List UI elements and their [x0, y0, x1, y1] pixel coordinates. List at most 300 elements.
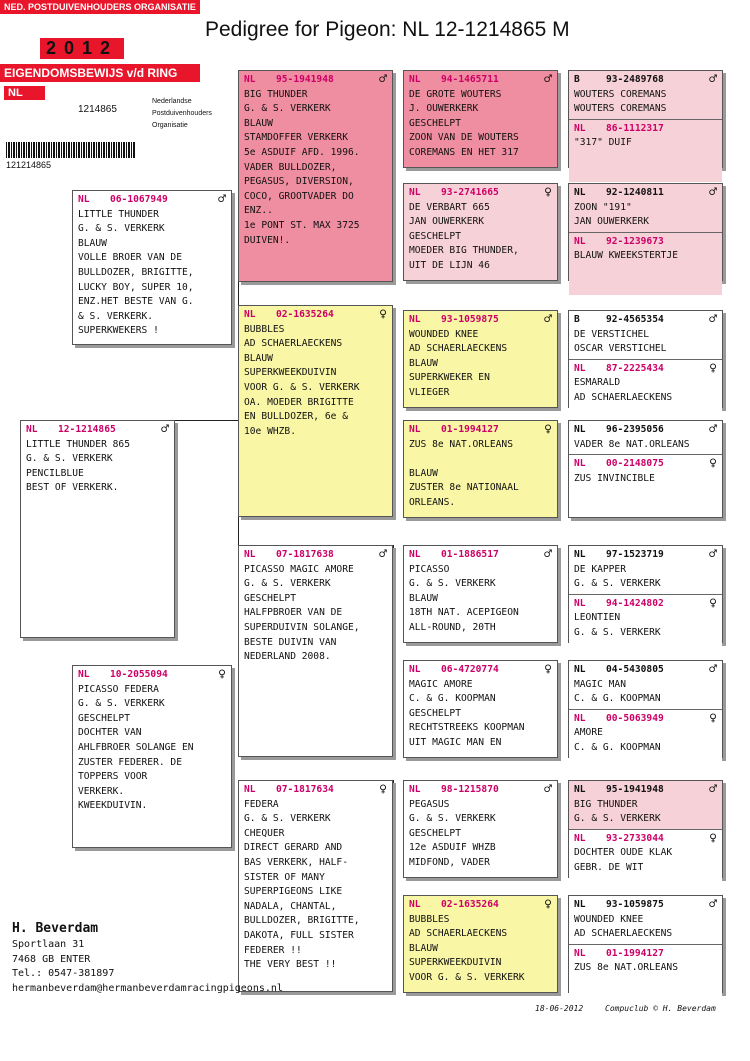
female-icon: ♀ — [709, 596, 717, 612]
pigeon-detail-line: G. & S. VERKERK — [574, 813, 661, 825]
pigeon-detail-line: WOUNDED KNEE — [409, 328, 479, 340]
pigeon-detail-line: MAGIC AMORE — [409, 678, 473, 690]
country-code: NL — [574, 832, 586, 844]
country-code: B — [574, 314, 580, 325]
ancestor-header — [574, 597, 717, 612]
pigeon-detail-line: UIT DE LIJN 46 — [409, 259, 490, 271]
pigeon-detail-line: DUIVEN!. — [244, 234, 291, 246]
country-code: NL — [574, 664, 586, 675]
pigeon-detail-line: BLAUW — [244, 352, 273, 364]
male-icon: ♂ — [379, 547, 387, 563]
pigeon-card-header — [244, 783, 387, 798]
country-code: NL — [574, 784, 586, 795]
female-icon: ♀ — [544, 185, 552, 201]
ancestor-lower — [569, 454, 722, 517]
male-icon: ♂ — [709, 897, 717, 913]
ancestor-header — [574, 235, 717, 250]
pigeon-detail-line: GESCHELPT — [409, 117, 461, 129]
ring-year: 2012 — [40, 38, 124, 59]
pigeon-card-dss[interactable] — [403, 545, 558, 643]
ring-number: 86-1112317 — [606, 122, 664, 134]
pigeon-card-sd[interactable] — [238, 305, 393, 517]
ring-number: 95-1941948 — [276, 74, 334, 85]
pigeon-detail-line: BAS VERKERK, HALF- — [244, 856, 348, 868]
pigeon-detail-line: BUBBLES — [244, 323, 285, 335]
pigeon-card-header — [409, 663, 552, 678]
pigeon-card-subject[interactable] — [20, 420, 175, 638]
pigeon-detail-line: AD SCHAERLAECKENS — [244, 338, 343, 350]
pigeon-detail-line: C. & G. KOOPMAN — [574, 741, 661, 753]
pigeon-detail-line: BLAUW — [244, 117, 273, 129]
pigeon-card-header — [244, 73, 387, 88]
ring-label-1: Nederlandse — [152, 98, 192, 105]
connector — [393, 310, 394, 420]
ancestor-pair-l3[interactable] — [568, 310, 723, 408]
male-icon: ♂ — [709, 662, 717, 678]
country-code: NL — [26, 424, 38, 435]
ancestor-header — [574, 898, 717, 913]
ring-number: 93-1059875 — [606, 899, 664, 910]
ring-number: 94-1424802 — [606, 597, 664, 609]
pigeon-detail-line: G. & S. VERKERK — [244, 103, 331, 115]
female-icon: ♀ — [379, 307, 387, 323]
ring-org: NED. POSTDUIVENHOUDERS ORGANISATIE — [0, 0, 200, 14]
male-icon: ♂ — [161, 422, 169, 438]
pigeon-detail-line: BIG THUNDER — [244, 88, 308, 100]
ancestor-lower — [569, 709, 722, 772]
ring-number: 95-1941948 — [606, 784, 664, 795]
pigeon-detail-line: BEST OF VERKERK. — [26, 482, 119, 494]
breeder-name: H. Beverdam — [12, 921, 99, 936]
ancestor-header — [574, 73, 717, 88]
pigeon-detail-line: AD SCHAERLAECKENS — [409, 343, 508, 355]
ring-number: 92-1240811 — [606, 187, 664, 198]
country-code: NL — [574, 947, 586, 959]
pigeon-detail-line: G. & S. VERKERK — [574, 626, 661, 638]
pigeon-card-header — [409, 313, 552, 328]
ancestor-pair-l8[interactable] — [568, 895, 723, 993]
ring-number: 96-2395056 — [606, 424, 664, 435]
pigeon-detail-line: G. & S. VERKERK — [409, 813, 496, 825]
pigeon-detail-line: G. & S. VERKERK — [574, 578, 661, 590]
pigeon-detail-line: BLAUW — [409, 942, 438, 954]
ancestor-pair-l4[interactable] — [568, 420, 723, 518]
female-icon: ♀ — [544, 422, 552, 438]
ring-number: 92-1239673 — [606, 235, 664, 247]
pigeon-detail-line: G. & S. VERKERK — [244, 578, 331, 590]
ancestor-lower — [569, 829, 722, 892]
ring-number: 01-1994127 — [441, 424, 499, 435]
country-code: NL — [409, 74, 421, 85]
pigeon-detail-line: AD SCHAERLAECKENS — [574, 928, 673, 940]
ancestor-header — [574, 423, 717, 438]
ring-number: 07-1817634 — [276, 784, 334, 795]
pigeon-detail-line: BIG THUNDER — [574, 798, 638, 810]
ring-number: 93-2733044 — [606, 832, 664, 844]
pigeon-detail-line: GESCHELPT — [409, 230, 461, 242]
male-icon: ♂ — [379, 72, 387, 88]
pigeon-detail-line: DAKOTA, FULL SISTER — [244, 929, 354, 941]
ring-number: 02-1635264 — [276, 309, 334, 320]
ring-number: 94-1465711 — [441, 74, 499, 85]
ancestor-pair-l7[interactable] — [568, 780, 723, 878]
pigeon-card-ddd[interactable] — [403, 895, 558, 993]
pigeon-detail-line: BUBBLES — [409, 913, 450, 925]
country-code: NL — [574, 458, 586, 470]
ring-number: 93-1059875 — [441, 314, 499, 325]
pigeon-detail-line: "317" DUIF — [574, 137, 632, 149]
pigeon-detail-line: NADALA, CHANTAL, — [244, 900, 337, 912]
country-code: NL — [409, 314, 421, 325]
ring-number: 10-2055094 — [110, 669, 168, 680]
pigeon-detail-line: LITTLE THUNDER 865 — [26, 438, 130, 450]
pigeon-detail-line: 10e WHZB. — [244, 425, 296, 437]
pigeon-detail-line: HALFPBROER VAN DE — [244, 607, 343, 619]
ring-number: 04-5430805 — [606, 664, 664, 675]
pigeon-detail-line: MOEDER BIG THUNDER, — [409, 245, 519, 257]
pigeon-detail-line: PENCILBLUE — [26, 467, 84, 479]
pigeon-detail-line: VERKERK. — [78, 785, 125, 797]
ring-number: 1214865 — [78, 104, 117, 115]
ancestor-header — [574, 548, 717, 563]
pigeon-card-header — [409, 548, 552, 563]
pigeon-detail-line: EN BULLDOZER, 6e & — [244, 411, 348, 423]
pigeon-detail-line: G. & S. VERKERK — [409, 578, 496, 590]
connector — [175, 420, 238, 421]
country-code: NL — [244, 74, 256, 85]
country-code: NL — [574, 424, 586, 435]
pigeon-card-header — [409, 186, 552, 201]
pigeon-detail-line: G. & S. VERKERK — [78, 698, 165, 710]
pigeon-detail-line: COCO, GROOTVADER DO — [244, 190, 354, 202]
pigeon-detail-line: PICASSO — [409, 563, 450, 575]
pigeon-detail-line: DOCHTER OUDE KLAK — [574, 847, 673, 859]
pigeon-card-dam[interactable] — [72, 665, 232, 848]
male-icon: ♂ — [218, 192, 226, 208]
pigeon-detail-line: KWEEKDUIVIN. — [78, 800, 148, 812]
pigeon-detail-line: VOOR G. & S. VERKERK — [244, 381, 360, 393]
male-icon: ♂ — [709, 312, 717, 328]
ring-number: 97-1523719 — [606, 549, 664, 560]
country-code: NL — [574, 549, 586, 560]
pigeon-detail-line: FEDERER !! — [244, 944, 302, 956]
ring-number: 01-1994127 — [606, 947, 664, 959]
barcode-icon — [6, 142, 136, 158]
pigeon-detail-line: ZOON "191" — [574, 201, 632, 213]
pigeon-detail-line: BLAUW — [409, 357, 438, 369]
ancestor-pair-l5[interactable] — [568, 545, 723, 643]
connector — [393, 75, 394, 205]
male-icon: ♂ — [709, 422, 717, 438]
ring-country: NL — [4, 86, 45, 100]
pigeon-card-header — [409, 423, 552, 438]
ancestor-header — [574, 832, 717, 847]
pigeon-detail-line: AD SCHAERLAECKENS — [409, 928, 508, 940]
pigeon-detail-line: 5e ASDUIF AFD. 1996. — [244, 146, 360, 158]
male-icon: ♂ — [709, 72, 717, 88]
country-code: NL — [244, 549, 256, 560]
pigeon-detail-line: SUPERKWEKER EN — [409, 372, 490, 384]
ancestor-lower — [569, 119, 722, 182]
pigeon-detail-line: THE VERY BEST !! — [244, 959, 337, 971]
pigeon-card-header — [409, 898, 552, 913]
pigeon-card-header — [78, 193, 226, 208]
ancestor-pair-l6[interactable] — [568, 660, 723, 758]
pigeon-detail-line: GESCHELPT — [409, 827, 461, 839]
pigeon-detail-line: 12e ASDUIF WHZB — [409, 842, 496, 854]
ancestor-header — [574, 313, 717, 328]
pigeon-detail-line: DE KAPPER — [574, 563, 626, 575]
country-code: NL — [244, 784, 256, 795]
connector — [393, 545, 394, 660]
pigeon-detail-line: ESMARALD — [574, 377, 621, 389]
pigeon-detail-line: DE VERBART 665 — [409, 201, 490, 213]
male-icon: ♂ — [544, 72, 552, 88]
ancestor-lower — [569, 944, 722, 1007]
pigeon-detail-line: G. & S. VERKERK — [26, 453, 113, 465]
ancestor-header — [574, 712, 717, 727]
pigeon-card-header — [26, 423, 169, 438]
pigeon-detail-line: ENZ.HET BESTE VAN G. — [78, 296, 194, 308]
pigeon-detail-line: PICASSO MAGIC AMORE — [244, 563, 354, 575]
pigeon-detail-line: PICASSO FEDERA — [78, 683, 159, 695]
ancestor-header — [574, 783, 717, 798]
male-icon: ♂ — [709, 547, 717, 563]
country-code: NL — [409, 664, 421, 675]
pigeon-detail-line: GESCHELPT — [78, 712, 130, 724]
pigeon-detail-line: NEDERLAND 2008. — [244, 651, 331, 663]
breeder-street: Sportlaan 31 — [12, 939, 85, 950]
ring-number: 06-1067949 — [110, 194, 168, 205]
pigeon-detail-line: GESCHELPT — [244, 592, 296, 604]
ring-number: 93-2489768 — [606, 74, 664, 85]
country-code: NL — [409, 187, 421, 198]
pigeon-card-header — [244, 548, 387, 563]
pigeon-detail-line: VOOR G. & S. VERKERK — [409, 971, 525, 983]
ring-number: 06-4720774 — [441, 664, 499, 675]
pigeon-card-sire[interactable] — [72, 190, 232, 345]
ring-number: 98-1215870 — [441, 784, 499, 795]
pigeon-detail-line: ZUSTER FEDERER. DE — [78, 756, 182, 768]
country-code: NL — [409, 899, 421, 910]
ancestor-header — [574, 663, 717, 678]
pigeon-detail-line: PEGASUS, DIVERSION, — [244, 176, 354, 188]
female-icon: ♀ — [709, 711, 717, 727]
pigeon-detail-line: ALL-ROUND, 20TH — [409, 621, 496, 633]
country-code: NL — [409, 424, 421, 435]
country-code: NL — [78, 669, 90, 680]
ring-number: 02-1635264 — [441, 899, 499, 910]
country-code: NL — [409, 549, 421, 560]
country-code: NL — [574, 122, 586, 134]
pigeon-detail-line: UIT MAGIC MAN EN — [409, 736, 502, 748]
pigeon-detail-line — [409, 452, 552, 467]
pigeon-detail-line: MIDFOND, VADER — [409, 856, 490, 868]
pigeon-detail-line: WOUTERS COREMANS — [574, 88, 667, 100]
pigeon-detail-line: AD SCHAERLAECKENS — [574, 391, 673, 403]
female-icon: ♀ — [709, 361, 717, 377]
country-code: NL — [244, 309, 256, 320]
pigeon-detail-line: 1e PONT ST. MAX 3725 — [244, 219, 360, 231]
pigeon-card-header — [78, 668, 226, 683]
pigeon-card-sds[interactable] — [403, 310, 558, 408]
software-credit: Compuclub © H. Beverdam — [605, 1004, 716, 1013]
pigeon-detail-line: WOUTERS COREMANS — [574, 103, 667, 115]
pigeon-detail-line: MAGIC MAN — [574, 678, 626, 690]
pigeon-detail-line: LITTLE THUNDER — [78, 208, 159, 220]
pigeon-detail-line: TOPPERS VOOR — [78, 771, 148, 783]
male-icon: ♂ — [544, 312, 552, 328]
pigeon-detail-line: VLIEGER — [409, 386, 450, 398]
pigeon-card-ss[interactable] — [238, 70, 393, 282]
pigeon-detail-line: CHEQUER — [244, 827, 285, 839]
pigeon-detail-line: J. OUWERKERK — [409, 103, 479, 115]
male-icon: ♂ — [709, 185, 717, 201]
pigeon-card-ssd[interactable] — [403, 183, 558, 281]
pigeon-detail-line: COREMANS EN HET 317 — [409, 146, 519, 158]
page-title: Pedigree for Pigeon: NL 12-1214865 M — [205, 18, 570, 41]
male-icon: ♂ — [544, 782, 552, 798]
pigeon-detail-line: VADER BULLDOZER, — [244, 161, 337, 173]
ring-number: 07-1817638 — [276, 549, 334, 560]
pigeon-detail-line: C. & G. KOOPMAN — [574, 693, 661, 705]
pigeon-detail-line: SUPERKWEKERS ! — [78, 325, 159, 337]
ancestor-header — [574, 362, 717, 377]
pigeon-detail-line: SUPERKWEEKDUIVIN — [244, 367, 337, 379]
pigeon-detail-line: SISTER OF MANY — [244, 871, 325, 883]
pigeon-detail-line: BESTE DUIVIN VAN — [244, 636, 337, 648]
breeder-city: 7468 GB ENTER — [12, 953, 91, 965]
pigeon-detail-line: 18TH NAT. ACEPIGEON — [409, 607, 519, 619]
pigeon-detail-line: VOLLE BROER VAN DE — [78, 252, 182, 264]
breeder-address — [12, 920, 283, 996]
female-icon: ♀ — [709, 831, 717, 847]
pigeon-detail-line: ORLEANS. — [409, 496, 456, 508]
pigeon-detail-line: RECHTSTREEKS KOOPMAN — [409, 722, 525, 734]
female-icon: ♀ — [709, 456, 717, 472]
print-date: 18-06-2012 — [535, 1004, 584, 1013]
pigeon-detail-line: G. & S. VERKERK — [244, 813, 331, 825]
country-code: B — [574, 74, 580, 85]
pigeon-detail-line: BULLDOZER, BRIGITTE, — [244, 915, 360, 927]
ring-ownership-card — [0, 0, 212, 178]
ancestor-pair-l2[interactable] — [568, 183, 723, 281]
pigeon-detail-line: PEGASUS — [409, 798, 450, 810]
pigeon-card-dsd[interactable] — [403, 660, 558, 758]
pigeon-detail-line: OA. MOEDER BRIGITTE — [244, 396, 354, 408]
breeder-phone: Tel.: 0547-381897 — [12, 968, 115, 979]
pigeon-detail-line: BLAUW KWEEKSTERTJE — [574, 250, 678, 262]
pigeon-detail-line: STAMDOFFER VERKERK — [244, 132, 348, 144]
ancestor-header — [574, 186, 717, 201]
ancestor-pair-l1[interactable] — [568, 70, 723, 168]
pigeon-detail-line: LUCKY BOY, SUPER 10, — [78, 281, 194, 293]
connector — [393, 780, 394, 895]
pigeon-card-ds[interactable] — [238, 545, 393, 757]
male-icon: ♂ — [709, 782, 717, 798]
barcode-number: 121214865 — [6, 160, 52, 170]
pigeon-detail-line: GESCHELPT — [409, 707, 461, 719]
pigeon-detail-line: C. & G. KOOPMAN — [409, 693, 496, 705]
female-icon: ♀ — [379, 782, 387, 798]
pigeon-detail-line: SUPERPIGEONS LIKE — [244, 886, 343, 898]
pigeon-detail-line: DE GROTE WOUTERS — [409, 88, 502, 100]
pigeon-card-dds[interactable] — [403, 780, 558, 878]
ring-number: 00-2148075 — [606, 458, 664, 470]
ancestor-lower — [569, 232, 722, 295]
pigeon-detail-line: OSCAR VERSTICHEL — [574, 343, 667, 355]
breeder-email[interactable]: hermanbeverdam@hermanbeverdamracingpigeons.nl — [12, 982, 283, 994]
ring-number: 92-4565354 — [606, 314, 664, 325]
country-code: NL — [574, 235, 586, 247]
pigeon-detail-line: ZUS 8e NAT.ORLEANS — [409, 438, 513, 450]
ancestor-header — [574, 947, 717, 962]
pigeon-detail-line: G. & S. VERKERK — [78, 223, 165, 235]
pigeon-card-header — [244, 308, 387, 323]
ring-number: 01-1886517 — [441, 549, 499, 560]
country-code: NL — [574, 899, 586, 910]
ancestor-lower — [569, 359, 722, 422]
ring-number: 93-2741665 — [441, 187, 499, 198]
country-code: NL — [409, 784, 421, 795]
pigeon-detail-line: DOCHTER VAN — [78, 727, 142, 739]
ring-number: 12-1214865 — [58, 424, 116, 435]
pigeon-card-sdd[interactable] — [403, 420, 558, 518]
pigeon-detail-line: FEDERA — [244, 798, 279, 810]
ring-label-2: Postduivenhouders — [152, 110, 212, 117]
pigeon-detail-line: JAN OUWERKERK — [574, 216, 650, 228]
pigeon-detail-line: AHLFBROER SOLANGE EN — [78, 741, 194, 753]
ring-number: 87-2225434 — [606, 362, 664, 374]
pigeon-detail-line: AMORE — [574, 727, 603, 739]
pigeon-detail-line: DE VERSTICHEL — [574, 328, 650, 340]
ancestor-lower — [569, 594, 722, 657]
pigeon-detail-line: ZUSTER 8e NATIONAAL — [409, 482, 519, 494]
country-code: NL — [78, 194, 90, 205]
pigeon-detail-line: ZOON VAN DE WOUTERS — [409, 132, 519, 144]
pigeon-detail-line: ZUS 8e NAT.ORLEANS — [574, 962, 678, 974]
ancestor-header — [574, 122, 717, 137]
country-code: NL — [574, 187, 586, 198]
ring-label-3: Organisatie — [152, 122, 188, 129]
country-code: NL — [574, 712, 586, 724]
ancestor-header — [574, 457, 717, 472]
pigeon-card-header — [409, 73, 552, 88]
pigeon-detail-line: DIRECT GERARD AND — [244, 842, 343, 854]
pigeon-detail-line: GEBR. DE WIT — [574, 861, 644, 873]
pigeon-card-header — [409, 783, 552, 798]
pigeon-detail-line: SUPERKWEEKDUIVIN — [409, 957, 502, 969]
pigeon-card-sss[interactable] — [403, 70, 558, 168]
pigeon-detail-line: BLAUW — [409, 467, 438, 479]
ring-number: 00-5063949 — [606, 712, 664, 724]
female-icon: ♀ — [544, 897, 552, 913]
female-icon: ♀ — [218, 667, 226, 683]
pigeon-detail-line: BLAUW — [78, 237, 107, 249]
pigeon-detail-line: SUPERDUIVIN SOLANGE, — [244, 621, 360, 633]
female-icon: ♀ — [544, 662, 552, 678]
pigeon-detail-line: JAN OUWERKERK — [409, 216, 485, 228]
pigeon-detail-line: ZUS INVINCIBLE — [574, 472, 655, 484]
pigeon-detail-line: LEONTIEN — [574, 612, 621, 624]
country-code: NL — [574, 362, 586, 374]
pigeon-detail-line: VADER 8e NAT.ORLEANS — [574, 438, 690, 450]
pigeon-detail-line: WOUNDED KNEE — [574, 913, 644, 925]
pigeon-detail-line: BLAUW — [409, 592, 438, 604]
pigeon-detail-line: ENZ.. — [244, 205, 273, 217]
ring-ownership-title: EIGENDOMSBEWIJS v/d RING — [0, 64, 200, 82]
pigeon-detail-line: & S. VERKERK. — [78, 310, 154, 322]
